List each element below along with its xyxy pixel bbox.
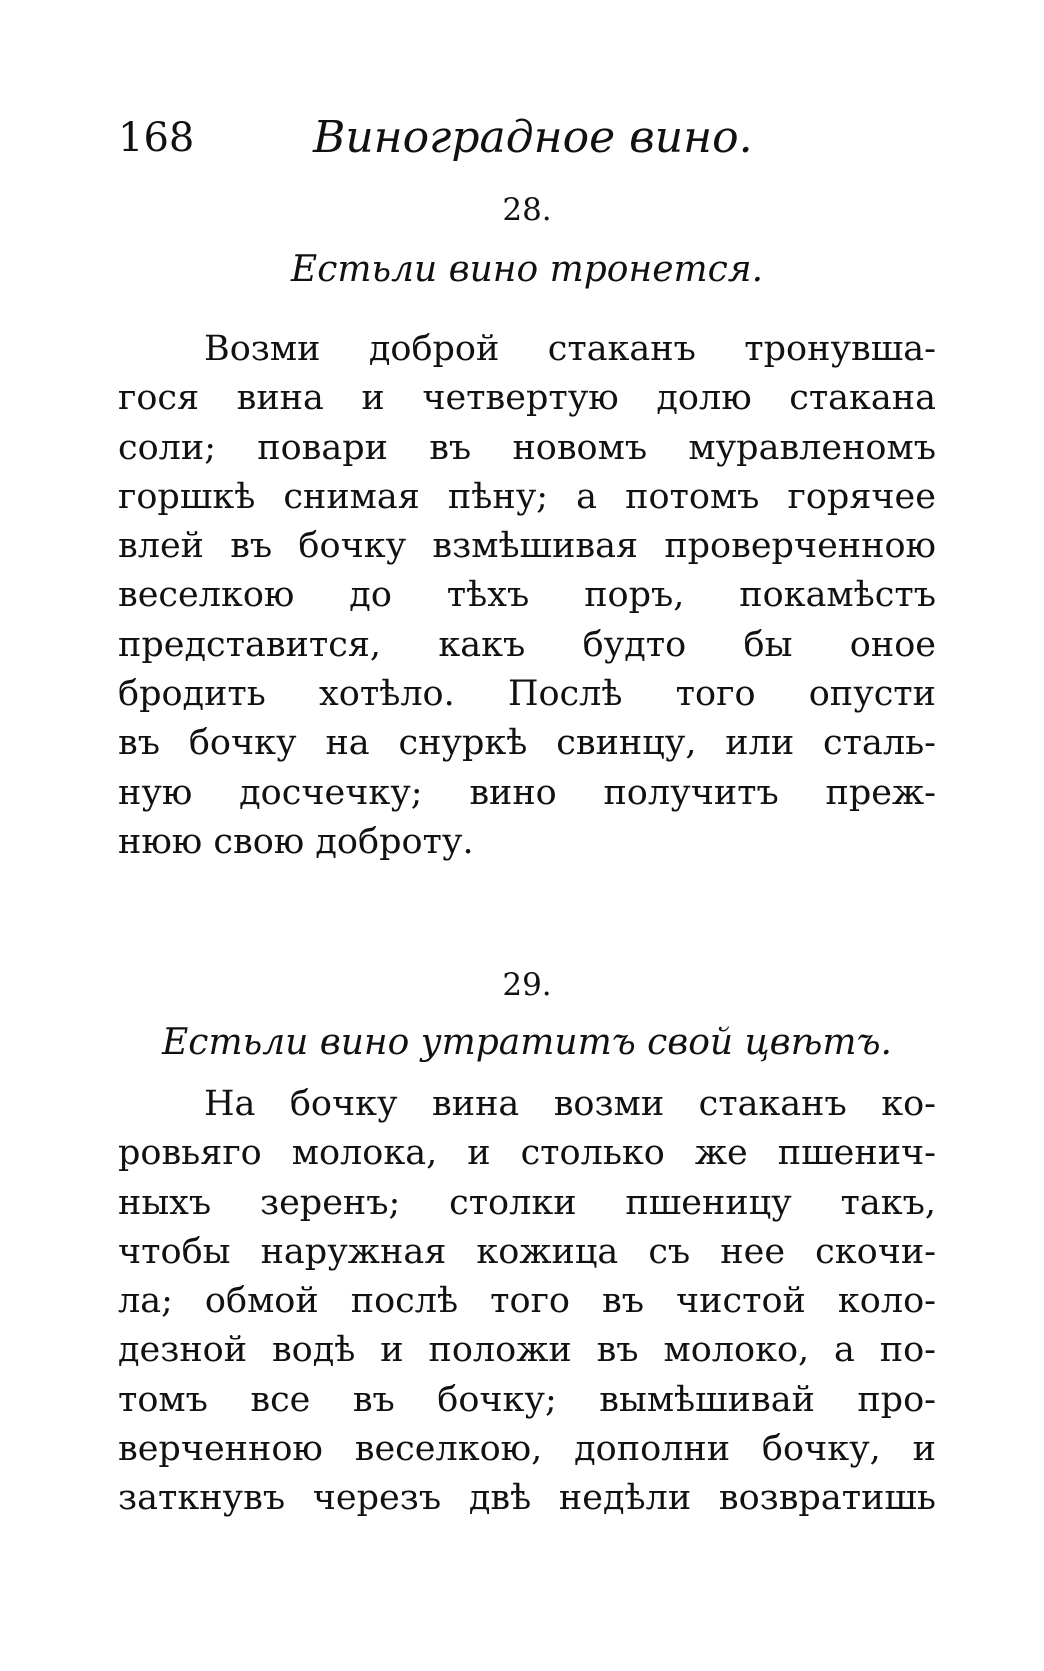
text-line: чтобы наружная кожица съ нее скочи- xyxy=(118,1231,936,1272)
text-line: влей въ бочку взмѣшивая проверченною xyxy=(118,526,936,567)
text-line: На бочку вина возми стаканъ ко- xyxy=(204,1084,936,1124)
text-line: гося вина и четвертую долю стакана xyxy=(118,378,936,419)
text-line: въ бочку на снуркѣ свинцу, или сталь- xyxy=(118,723,936,764)
section-body xyxy=(118,325,936,867)
page-number: 168 xyxy=(118,115,195,161)
text-line: ную досчечку; вино получитъ преж- xyxy=(118,772,936,813)
text-line: горшкѣ снимая пѣну; а потомъ горячее xyxy=(118,476,936,517)
text-line: бродить хотѣло. Послѣ того опусти xyxy=(118,674,936,715)
text-line: соли; повари въ новомъ муравленомъ xyxy=(118,427,936,468)
text-line: заткнувъ черезъ двѣ недѣли возвратишь xyxy=(118,1478,936,1519)
text-line: ровьяго молока, и столько же пшенич- xyxy=(118,1133,936,1174)
section-body xyxy=(118,1080,936,1524)
text-line: дезной водѣ и положи въ молоко, а по- xyxy=(118,1330,936,1371)
running-head xyxy=(118,108,768,168)
section-number: 28. xyxy=(502,192,552,228)
text-line: Возми доброй стаканъ тронувша- xyxy=(204,329,936,369)
text-line: томъ все въ бочку; вымѣшивай про- xyxy=(118,1379,936,1420)
text-line: ныхъ зеренъ; столки пшеницу такъ, xyxy=(118,1182,936,1223)
section-number: 29. xyxy=(502,967,552,1003)
text-line: веселкою до тѣхъ поръ, покамѣстъ xyxy=(118,575,936,616)
section-title: Естьли вино тронется. xyxy=(290,249,764,290)
text-line: ла; обмой послѣ того въ чистой коло- xyxy=(118,1281,936,1322)
section-title: Естьли вино утратитъ свой цвѣтъ. xyxy=(162,1022,892,1063)
text-line: нюю свою доброту. xyxy=(118,821,474,862)
text-line: представится, какъ будто бы оное xyxy=(118,624,936,665)
running-title: Виноградное вино. xyxy=(313,112,753,163)
text-line: верченною веселкою, дополни бочку, и xyxy=(118,1429,936,1470)
